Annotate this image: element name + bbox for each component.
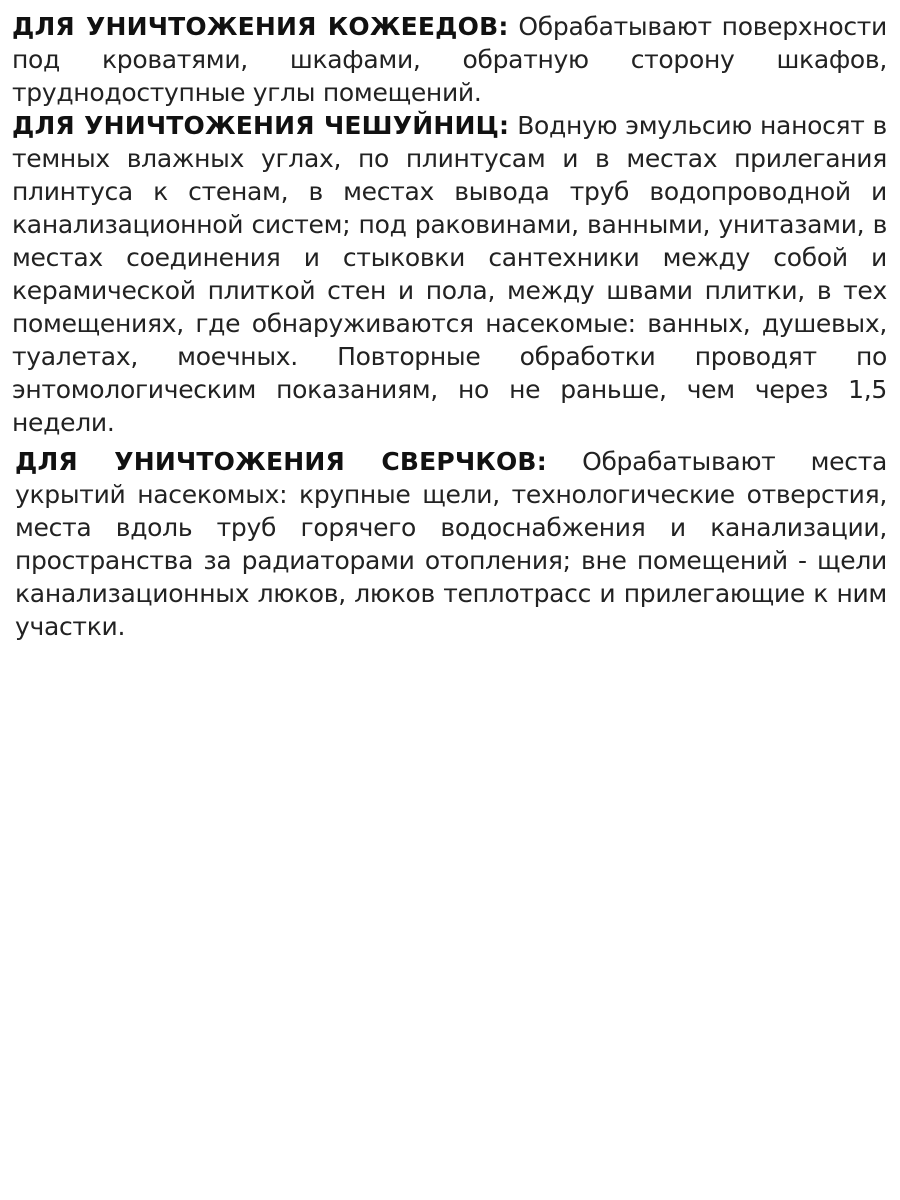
section-leather-beetles — [12, 10, 887, 109]
section-heading: ДЛЯ УНИЧТОЖЕНИЯ ЧЕШУЙНИЦ: — [12, 111, 510, 140]
section-body: Водную эмульсию наносят в темных влажных углах, по плинтусам и в местах прилегания плинтуса к стенам, в местах вывода труб водопроводной и канализационной систем; под раковинами, ванными, унитазами, в местах соединения и стыковки сантехники между собой и керамической плиткой стен и пола, между швами плитки, в тех помещениях, где обнаруживаются насекомые: ванных, душевых, туалетах, моечных. Повторные обработки проводят по энтомологическим показаниям, но не раньше, чем через 1,5 недели. — [12, 111, 887, 437]
section-body: Обрабатывают места укрытий насекомых: крупные щели, технологические отверстия, места вдоль труб горячего водоснабжения и канализации, пространства за радиаторами отопления; вне помещений - щели канализационных люков, люков теплотрасс и прилегающие к ним участки. — [15, 447, 887, 641]
section-silverfish — [12, 109, 887, 439]
instructions-document — [12, 10, 887, 643]
section-crickets — [12, 445, 887, 643]
section-heading: ДЛЯ УНИЧТОЖЕНИЯ СВЕРЧКОВ: — [15, 447, 547, 476]
section-heading: ДЛЯ УНИЧТОЖЕНИЯ КОЖЕЕДОВ: — [12, 12, 509, 41]
section-body: Обрабатывают поверхности под кроватями, шкафами, обратную сторону шкафов, труднодоступные углы помещений. — [12, 12, 887, 107]
